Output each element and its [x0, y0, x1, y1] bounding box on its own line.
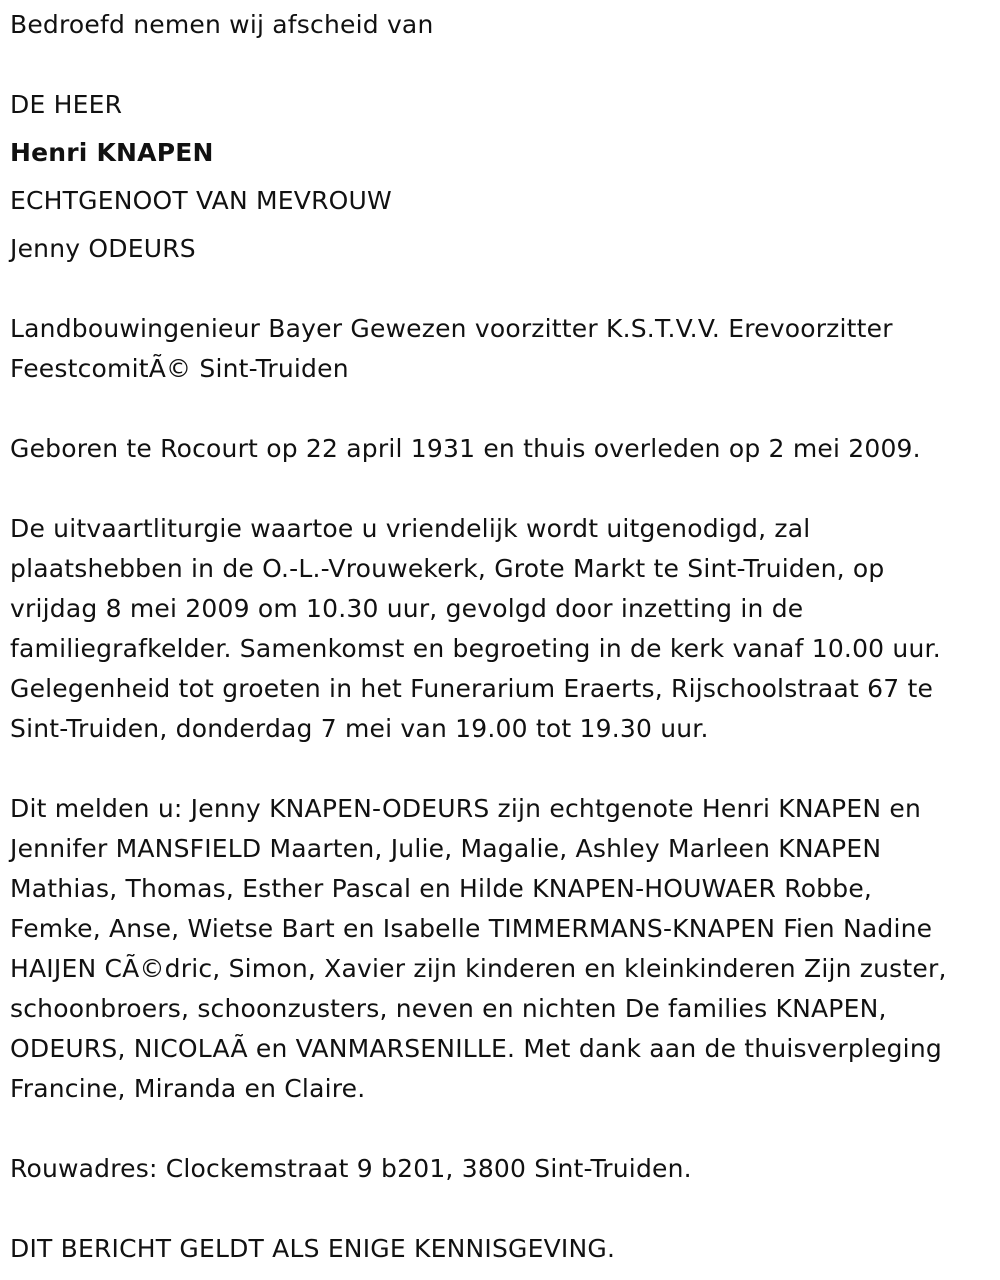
- functions-line-1: Landbouwingenieur Bayer Gewezen voorzitter K.S.T.V.V. Erevoorzitter: [10, 314, 893, 343]
- ceremony-line: plaatshebben in de O.-L.-Vrouwekerk, Grote Markt te Sint-Truiden, op: [10, 554, 885, 583]
- ceremony-line: Sint-Truiden, donderdag 7 mei van 19.00 tot 19.30 uur.: [10, 714, 709, 743]
- title-prefix: DE HEER: [10, 90, 123, 119]
- ceremony-line: vrijdag 8 mei 2009 om 10.30 uur, gevolgd door inzetting in de: [10, 594, 804, 623]
- family-line: Dit melden u: Jenny KNAPEN-ODEURS zijn echtgenote Henri KNAPEN en: [10, 794, 921, 823]
- family-line: ODEURS, NICOLAÃ en VANMARSENILLE. Met dank aan de thuisverpleging: [10, 1034, 942, 1063]
- intro-text: Bedroefd nemen wij afscheid van: [10, 10, 434, 39]
- family-line: Jennifer MANSFIELD Maarten, Julie, Magalie, Ashley Marleen KNAPEN: [10, 834, 882, 863]
- family-line: Femke, Anse, Wietse Bart en Isabelle TIMMERMANS-KNAPEN Fien Nadine: [10, 914, 933, 943]
- family-line: Mathias, Thomas, Esther Pascal en Hilde KNAPEN-HOUWAER Robbe,: [10, 874, 873, 903]
- family-line: schoonbroers, schoonzusters, neven en nichten De families KNAPEN,: [10, 994, 887, 1023]
- spouse-label: ECHTGENOOT VAN MEVROUW: [10, 186, 392, 215]
- deceased-name: Henri KNAPEN: [10, 138, 214, 167]
- birth-death-line: Geboren te Rocourt op 22 april 1931 en thuis overleden op 2 mei 2009.: [10, 434, 921, 463]
- family-line: Francine, Miranda en Claire.: [10, 1074, 366, 1103]
- family-line: HAIJEN CÃ©dric, Simon, Xavier zijn kinderen en kleinkinderen Zijn zuster,: [10, 954, 947, 983]
- ceremony-line: De uitvaartliturgie waartoe u vriendelijk wordt uitgenodigd, zal: [10, 514, 811, 543]
- mourning-address: Rouwadres: Clockemstraat 9 b201, 3800 Sint-Truiden.: [10, 1154, 692, 1183]
- functions-line-2: FeestcomitÃ© Sint-Truiden: [10, 354, 349, 383]
- spouse-name: Jenny ODEURS: [10, 234, 196, 263]
- ceremony-line: Gelegenheid tot groeten in het Funerarium Eraerts, Rijschoolstraat 67 te: [10, 674, 934, 703]
- closing-notice: DIT BERICHT GELDT ALS ENIGE KENNISGEVING.: [10, 1234, 616, 1263]
- ceremony-line: familiegrafkelder. Samenkomst en begroeting in de kerk vanaf 10.00 uur.: [10, 634, 941, 663]
